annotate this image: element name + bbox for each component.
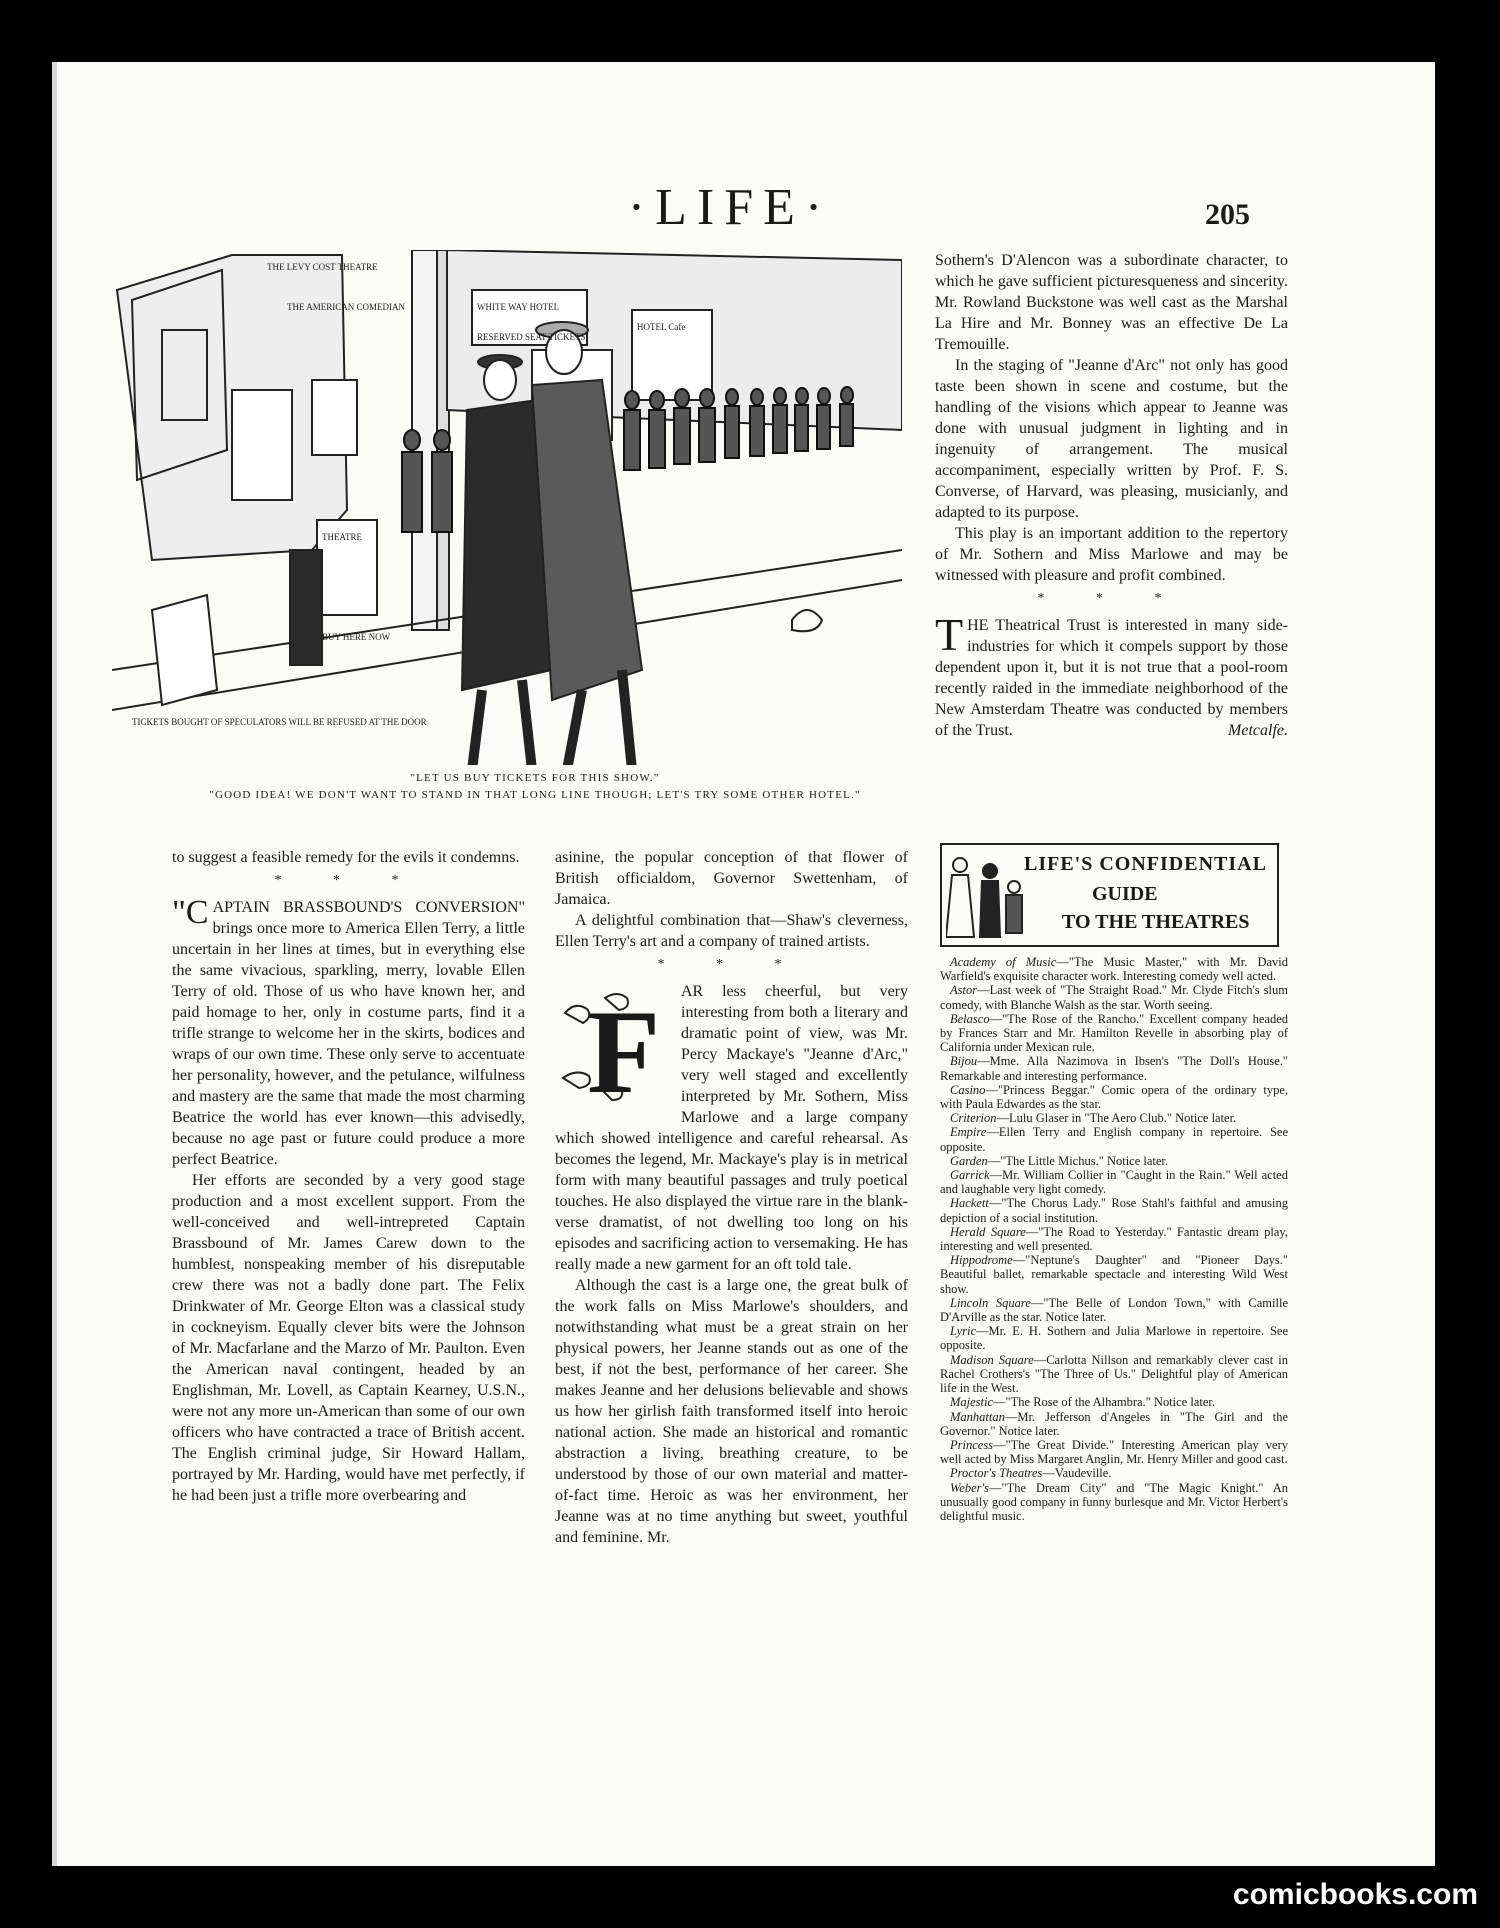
guide-entry-theatre: Herald Square [950, 1224, 1026, 1239]
guide-entry-theatre: Casino [950, 1082, 986, 1097]
guide-entry-theatre: Proctor's Theatres [950, 1466, 1043, 1481]
guide-entry-theatre: Astor [950, 983, 978, 998]
family-figures-icon [946, 847, 1026, 943]
drop-cap: F [587, 985, 661, 1118]
confidential-guide-logo [940, 843, 1279, 947]
paragraph-text: APTAIN BRASSBOUND'S CONVERSION" brings once more to America Ellen Terry, a little uncertain in her lines at times, but in everything else the same vivacious, sparkling, merry, lovable Ellen Terry of old. Those of us who have known her, and paid homage to her, only in costume parts, find it a trifle strange to welcome her in the skirts, bodices and wraps of our own time. These only serve to accentuate her personality, however, and the petulance, wilfulness and mastery are the same that made the most charming Beatrice the world has ever known—this advisedly, because no age past or future could produce a more perfect Beatrice. [172, 899, 525, 1168]
paragraph: In the staging of "Jeanne d'Arc" not only has good taste been shown in scene and costume, but the handling of the visions which appear to Jeanne was done with unusual judgment in lighting and in ingenuity of arrangement. The musical accompaniment, especially written by Prof. F. S. Converse, of Harvard, was pleasing, musicianly, and adapted to its purpose. [935, 357, 1288, 521]
sign-tickets-refused: TICKETS BOUGHT OF SPECULATORS WILL BE REFUSED AT THE DOOR [132, 717, 427, 727]
guide-entry-theatre: Academy of Music [950, 955, 1057, 969]
guide-entry-theatre: Hippodrome [950, 1253, 1013, 1268]
guide-entry-text: —Ellen Terry and English company in repertoire. See opposite. [940, 1125, 1288, 1154]
guide-entry-theatre: Empire [950, 1125, 987, 1140]
guide-entry [940, 1168, 1288, 1196]
guide-entry [940, 1481, 1288, 1524]
paragraph [172, 894, 525, 1170]
author-signature: Metcalfe. [1228, 722, 1288, 739]
guide-entry-text: —"The Chorus Lady." Rose Stahl's faithful and amusing depiction of a social institution. [940, 1196, 1288, 1225]
paragraph-text: AR less cheerful, but very interesting from both a literary and dramatic point of view, was Mr. Percy Mackaye's "Jeanne d'Arc," very well staged and excellently interpreted by Mr. Sothern, Miss Marlowe and a large company which showed intelligence and careful rehearsal. As becomes the legend, Mr. Mackaye's play is in metrical form with many beautiful passages and truly poetical touches. He also displayed the virtue rare in the blank-verse dramatist, of not dwelling too long on his episodes and sacrificing action to versemaking. He has really made a new garment for an oft told tale. [555, 983, 908, 1273]
guide-entry-text: —"The Dream City" and "The Magic Knight." An unusually good company in funny burlesque and Mr. Victor Herbert's delightful music. [940, 1480, 1288, 1523]
article-column-2 [555, 847, 908, 1548]
illustration-caption [150, 770, 920, 804]
guide-entry [940, 1154, 1288, 1168]
section-divider: * * * [657, 957, 806, 972]
guide-entry [940, 1395, 1288, 1409]
guide-entry-text: —"The Road to Yesterday." Fantastic dream play, interesting and well presented. [940, 1224, 1288, 1254]
guide-entry-theatre: Lincoln Square [950, 1295, 1031, 1310]
guide-entry [940, 1438, 1288, 1466]
magazine-title: ·LIFE· [627, 179, 833, 236]
guide-entry-theatre: Lyric [950, 1324, 977, 1339]
guide-entry-text: —"Princess Beggar." Comic opera of the ordinary type, with Paula Edwardes as the star. [940, 1082, 1288, 1112]
paragraph: Sothern's D'Alencon was a subordinate character, to which he gave sufficient picturesqueness and sincerity. Mr. Rowland Buckstone was well cast as the Marshal La Hire and Mr. Bonney was an effective De La Tremouille. [935, 252, 1288, 353]
guide-entry-text: —"The Music Master," with Mr. David Warfield's exquisite character work. Interesting comedy well acted. [940, 955, 1288, 984]
paragraph: asinine, the popular conception of that flower of British officialdom, Governor Swettenham, of Jamaica. [555, 849, 908, 908]
guide-entry-text: —Mme. Alla Nazimova in Ibsen's "The Doll's House." Remarkable and interesting performance. [940, 1054, 1288, 1083]
section-divider: * * * [274, 873, 423, 888]
guide-logo-line-2: GUIDE [1092, 883, 1158, 905]
guide-entry [940, 1012, 1288, 1055]
paragraph: Although the cast is a large one, the great bulk of the work falls on Miss Marlowe's shoulders, and notwithstanding what must be a great strain on her physical powers, her Jeanne stands out as one of the best, if not the best, performance of her career. She makes Jeanne and her delusions believable and shows us how her girlish faith transformed itself into heroic national action. She made an historical and romantic abstraction a living, breathing creature, to be understood by those of our own material and matter-of-fact time. Heroic as was her environment, her Jeanne was at no time anything but sweet, youthful and feminine. Mr. [555, 1277, 908, 1546]
guide-entry-theatre: Belasco [950, 1011, 990, 1026]
guide-entry-text: —Mr. Jefferson d'Angeles in "The Girl and the Governor." Notice later. [940, 1409, 1288, 1438]
guide-entry-theatre: Princess [950, 1437, 994, 1452]
drop-cap: "C [172, 894, 209, 931]
paragraph [935, 609, 1288, 741]
guide-entry [940, 1353, 1288, 1396]
article-column-1 [172, 847, 525, 1506]
guide-entry-theatre: Madison Square [950, 1352, 1034, 1367]
caption-line-2: "GOOD IDEA! WE DON'T WANT TO STAND IN THAT LONG LINE THOUGH; LET'S TRY SOME OTHER HOTEL." [209, 789, 861, 801]
guide-entry [940, 1083, 1288, 1111]
guide-entry-text: —"The Rose of the Rancho." Excellent company headed by Frances Starr and Mr. Hamilton Revelle in absorbing play of California under Mexican rule. [940, 1011, 1288, 1055]
guide-entry [940, 1466, 1288, 1480]
watermark: comicbooks.com [1232, 1878, 1478, 1911]
sign-white-way-hotel: WHITE WAY HOTEL [477, 302, 560, 312]
guide-entry [940, 983, 1288, 1011]
ornamental-drop-cap [555, 983, 673, 1125]
guide-entry [940, 1324, 1288, 1352]
sign-hotel-cafe: HOTEL Cafe [637, 322, 686, 332]
sign-levy-theatre: THE LEVY COST THEATRE [267, 262, 378, 272]
page-number: 205 [1205, 198, 1250, 231]
guide-entry-text: —Lulu Glaser in "The Aero Club." Notice later. [996, 1111, 1237, 1126]
guide-entry [940, 1125, 1288, 1153]
guide-entry-text: —Vaudeville. [1042, 1466, 1112, 1481]
caption-line-1: "LET US BUY TICKETS FOR THIS SHOW." [410, 772, 660, 784]
paragraph: Her efforts are seconded by a very good stage production and a most excellent support. From the well-conceived and well-intrepreted Captain Brassbound of Mr. James Carew down to the humblest, nonspeaking member of his disreputable crew there was not a badly done part. The Felix Drinkwater of Mr. George Elton was a classical study in cockneyism. Equally clever bits were the Johnson of Mr. Macfarlane and the Marzo of Mr. Paulton. Even the American naval contingent, headed by an Englishman, Mr. Lovell, as Captain Kearney, U.S.N., were not any more un-American than some of our own officers who have contracted a trace of British accent. The English criminal judge, Sir Howard Hallam, portrayed by Mr. Harding, would have met perfectly, if he had been just a trifle more overbearing and [172, 1172, 525, 1504]
guide-entry-text: —"The Rose of the Alhambra." Notice later. [993, 1395, 1215, 1410]
paragraph: to suggest a feasible remedy for the evils it condemns. [172, 849, 520, 866]
guide-entry-text: —Mr. William Collier in "Caught in the Rain." Well acted and laughable very light comedy. [940, 1168, 1288, 1197]
guide-entry-text: —Mr. E. H. Sothern and Julia Marlowe in repertoire. See opposite. [940, 1324, 1288, 1353]
paragraph: This play is an important addition to the repertory of Mr. Sothern and Miss Marlowe and may be witnessed with pleasure and profit combined. [935, 525, 1288, 584]
cartoon-illustration [112, 250, 902, 765]
guide-entry [940, 1054, 1288, 1082]
guide-entry-theatre: Weber's [950, 1480, 990, 1495]
drop-cap: T [935, 609, 964, 660]
guide-entry-text: —"The Great Divide." Interesting American play very well acted by Miss Margaret Anglin, Mr. Henry Miller and good cast. [940, 1437, 1288, 1467]
guide-logo-line-3: TO THE THEATRES [1062, 911, 1250, 933]
guide-entry-theatre: Garden [950, 1153, 988, 1168]
paragraph-text: HE Theatrical Trust is interested in many side-industries for which it compels support by those dependent upon it, but it is not true that a pool-room recently raided in the immediate neighborhood of the New Amsterdam Theatre was conducted by members of the Trust. [935, 617, 1288, 739]
section-divider: * * * [1037, 591, 1186, 606]
theatre-guide-list [940, 955, 1288, 1523]
guide-entry-text: —Last week of "The Straight Road." Mr. Clyde Fitch's slum comedy, with Blanche Walsh as the star. Worth seeing. [940, 983, 1288, 1012]
guide-entry [940, 1410, 1288, 1438]
guide-entry [940, 955, 1288, 983]
guide-logo-line-1: LIFE'S CONFIDENTIAL [1024, 853, 1267, 875]
guide-entry [940, 1253, 1288, 1296]
guide-entry-text: —"Neptune's Daughter" and "Pioneer Days." Beautiful ballet, remarkable spectacle and interesting Wild West show. [940, 1253, 1288, 1296]
paragraph: A delightful combination that—Shaw's cleverness, Ellen Terry's art and a company of trained artists. [555, 912, 908, 950]
guide-entry-theatre: Manhattan [950, 1409, 1005, 1424]
guide-entry-text: —"The Little Michus." Notice later. [987, 1153, 1169, 1168]
guide-entry [940, 1225, 1288, 1253]
guide-entry [940, 1196, 1288, 1224]
guide-entry-theatre: Garrick [950, 1168, 990, 1183]
sign-reserved-seat-tickets: RESERVED SEAT TICKETS [477, 332, 586, 342]
guide-entry [940, 1111, 1288, 1125]
right-top-column [935, 250, 1288, 741]
sign-buy-here-now: BUY HERE NOW [322, 632, 391, 642]
guide-entry [940, 1296, 1288, 1324]
guide-entry-theatre: Hackett [950, 1196, 989, 1211]
sign-american-comedian: THE AMERICAN COMEDIAN [287, 302, 405, 312]
sign-theatre: THEATRE [322, 532, 362, 542]
guide-entry-theatre: Bijou [950, 1054, 978, 1069]
guide-entry-text: —"The Belle of London Town," with Camille D'Arville as the star. Notice later. [940, 1295, 1288, 1325]
paragraph [555, 981, 908, 1275]
guide-entry-text: —Carlotta Nillson and remarkably clever cast in Rachel Crothers's "The Three of Us." Delightful play of American life in the West. [940, 1352, 1288, 1396]
guide-entry-theatre: Criterion [950, 1111, 997, 1126]
guide-entry-theatre: Majestic [950, 1395, 994, 1410]
